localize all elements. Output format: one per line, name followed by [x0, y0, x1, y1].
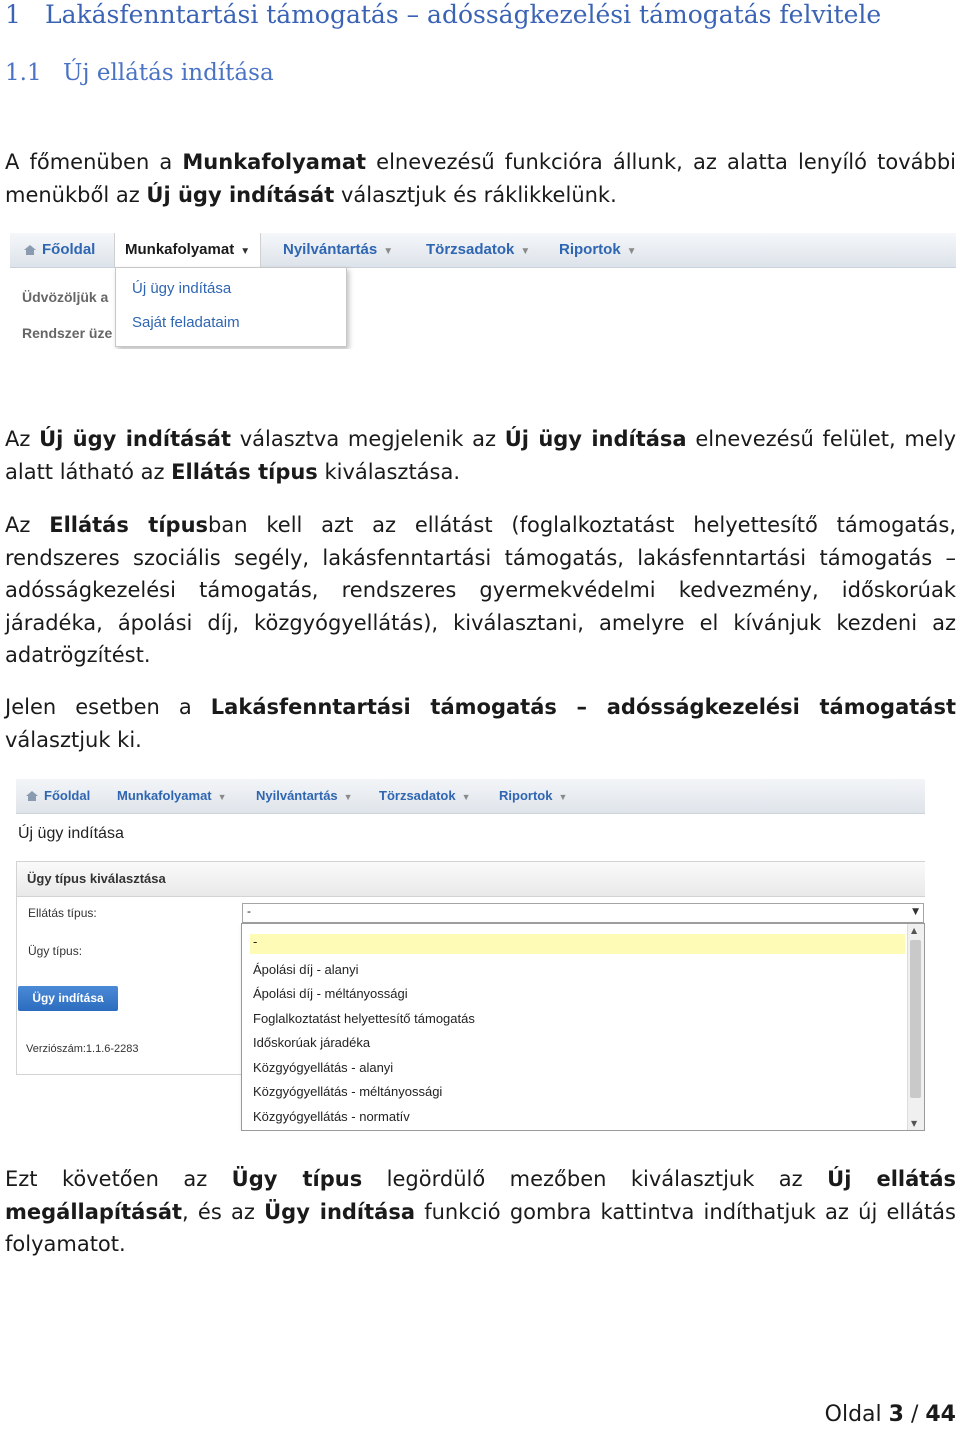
- nav-reports[interactable]: [499, 779, 567, 813]
- option-item[interactable]: Időskorúak járadéka: [253, 1035, 371, 1050]
- text: Jelen esetben a: [5, 695, 211, 719]
- nav-registry-label: Nyilvántartás: [283, 241, 378, 258]
- home-icon: [24, 245, 36, 255]
- heading-number: 1: [5, 0, 21, 29]
- subheading-title: Új ellátás indítása: [63, 60, 274, 86]
- option-item[interactable]: Közgyógyellátás - normatív: [253, 1109, 410, 1124]
- nav-reports-label: Riportok: [499, 788, 553, 803]
- scroll-up-icon[interactable]: ▲: [911, 926, 918, 935]
- text: Az: [5, 513, 50, 537]
- nav-reports[interactable]: [559, 233, 637, 267]
- paragraph-5: [5, 1163, 956, 1261]
- subheading-number: 1.1: [5, 60, 42, 86]
- text: elnevezésű felület, mely alatt látható az: [5, 427, 957, 484]
- page-separator: /: [910, 1402, 919, 1427]
- chevron-down-icon: ▼: [912, 907, 919, 917]
- nav-master-data-label: Törzsadatok: [379, 788, 456, 803]
- start-case-button[interactable]: Ügy indítása: [18, 986, 118, 1011]
- chevron-down-icon: ▼: [240, 246, 251, 257]
- text: , és az: [182, 1199, 265, 1224]
- nav-workflow[interactable]: [114, 233, 261, 267]
- workflow-dropdown: [115, 267, 347, 347]
- menu-item-my-tasks[interactable]: Saját feladataim: [132, 314, 240, 331]
- option-item[interactable]: Közgyógyellátás - alanyi: [253, 1060, 394, 1075]
- text: A főmenüben a: [5, 150, 183, 174]
- bold-text: Új ügy indítását: [146, 182, 335, 207]
- paragraph-2: [5, 423, 956, 488]
- menu-item-new-case[interactable]: Új ügy indítása: [132, 280, 232, 297]
- welcome-text: Üdvözöljük a: [22, 289, 109, 305]
- scrollbar[interactable]: [907, 924, 924, 1130]
- page-number: [825, 1402, 956, 1427]
- bold-text: Lakásfenntartási támogatás – adósságkezelési támogatást: [210, 695, 956, 719]
- sub-heading: [5, 60, 274, 86]
- panel-header: [17, 862, 925, 897]
- system-message-text: Rendszer üze: [22, 325, 113, 341]
- text: elnevezésű funkcióra állunk, az alatta lenyíló további menükből az: [5, 150, 956, 207]
- panel-title: Ügy típus kiválasztása: [27, 871, 166, 886]
- chevron-down-icon: ▼: [217, 792, 227, 802]
- care-type-select[interactable]: [242, 903, 924, 923]
- nav-reports-label: Riportok: [559, 241, 621, 258]
- nav-workflow-label: Munkafolyamat: [117, 788, 212, 803]
- bold-text: Ellátás típus: [49, 513, 209, 537]
- text: kiválasztása.: [317, 459, 461, 484]
- text: ban kell azt az ellátást (foglalkoztatást helyettesítő támogatás, rendszeres szociális segély, lakásfenntartási támogatás, lakásfenntartási támogatás – adósságkezelési támogatás, rendszeres gyermekvédelmi kedvezmény, időskorúak járadéka, ápolási díj, közgyógyellátás), kiválasztani, amelyre el kívánjuk kezdeni az adatrögzítést.: [5, 513, 956, 667]
- heading-title: Lakásfenntartási támogatás – adósságkezelési támogatás felvitele: [45, 0, 882, 29]
- nav-home-label: Főoldal: [42, 241, 96, 258]
- chevron-down-icon: ▼: [626, 246, 637, 257]
- scroll-thumb[interactable]: [910, 940, 921, 1098]
- bold-text: Ügy indítása: [264, 1199, 416, 1224]
- page-label: Oldal: [824, 1402, 882, 1427]
- scroll-down-icon[interactable]: ▼: [911, 1119, 918, 1128]
- option-item[interactable]: -: [250, 934, 905, 954]
- paragraph-3: [5, 509, 956, 672]
- nav-registry[interactable]: [283, 233, 393, 267]
- main-heading: [5, 0, 881, 29]
- nav-workflow-label: Munkafolyamat: [125, 241, 235, 258]
- text: funkció gombra kattintva indíthatjuk az új ellátás folyamatot.: [5, 1199, 956, 1256]
- option-item[interactable]: Közgyógyellátás - méltányossági: [253, 1084, 443, 1099]
- care-type-options: [241, 923, 925, 1131]
- chevron-down-icon: ▼: [383, 246, 394, 257]
- nav-master-data-label: Törzsadatok: [426, 241, 515, 258]
- nav-home[interactable]: [26, 779, 90, 813]
- bold-text: Munkafolyamat: [182, 150, 367, 174]
- text: választjuk és ráklikkelünk.: [334, 182, 617, 207]
- current-page: 3: [888, 1402, 904, 1427]
- page-title: Új ügy indítása: [18, 825, 124, 842]
- nav-home-label: Főoldal: [44, 788, 91, 803]
- chevron-down-icon: ▼: [343, 792, 353, 802]
- nav-master-data[interactable]: [379, 779, 471, 813]
- bold-text: Új ügy indítása: [504, 427, 687, 451]
- bold-text: Ügy típus: [231, 1167, 363, 1191]
- nav-registry-label: Nyilvántartás: [256, 788, 338, 803]
- bold-text: Ellátás típus: [171, 459, 318, 484]
- nav-home[interactable]: [24, 233, 95, 267]
- case-type-label: Ügy típus:: [28, 944, 83, 958]
- text: választva megjelenik az: [231, 427, 505, 451]
- nav-workflow[interactable]: [117, 779, 227, 813]
- home-icon: [26, 791, 38, 801]
- chevron-down-icon: ▼: [461, 792, 471, 802]
- paragraph-4: [5, 691, 956, 756]
- text: választjuk ki.: [5, 727, 142, 752]
- bold-text: Új ügy indítását: [39, 427, 231, 451]
- paragraph-1: [5, 146, 956, 211]
- nav-registry[interactable]: [256, 779, 353, 813]
- total-pages: 44: [925, 1402, 956, 1427]
- text: Az: [5, 427, 40, 451]
- version-label: Verziószám:1.1.6-2283: [26, 1043, 139, 1055]
- screenshot-menu: [10, 233, 956, 349]
- text: Ezt követően az: [5, 1167, 232, 1191]
- bold-text: Új ellátás megállapítását: [5, 1167, 956, 1224]
- option-item[interactable]: Foglalkoztatást helyettesítő támogatás: [253, 1011, 475, 1026]
- chevron-down-icon: ▼: [558, 792, 568, 802]
- select-value: -: [247, 904, 251, 918]
- option-item[interactable]: Ápolási díj - méltányossági: [253, 986, 408, 1001]
- nav-master-data[interactable]: [426, 233, 530, 267]
- screenshot-new-case: [16, 779, 925, 1131]
- care-type-label: Ellátás típus:: [28, 906, 97, 920]
- chevron-down-icon: ▼: [520, 246, 531, 257]
- option-item[interactable]: Ápolási díj - alanyi: [253, 962, 359, 977]
- text: legördülő mezőben kiválasztjuk az: [362, 1167, 828, 1191]
